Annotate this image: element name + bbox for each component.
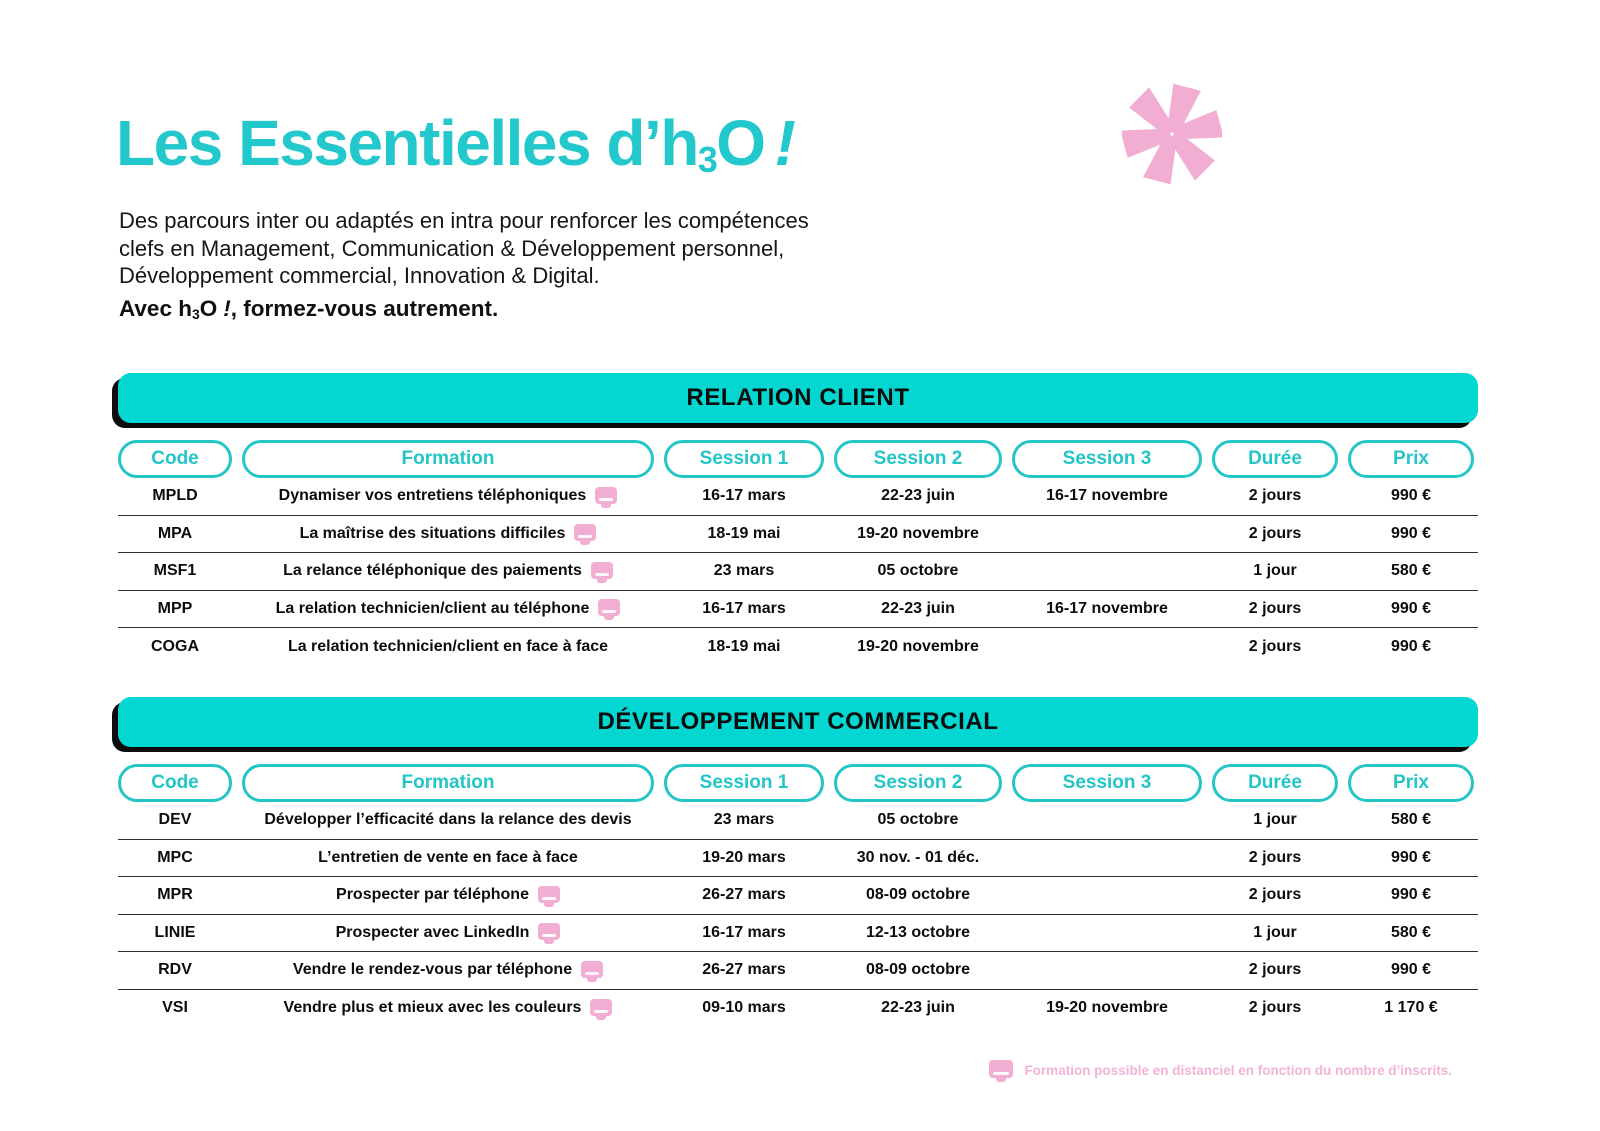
formation-cell xyxy=(242,524,654,543)
session2-cell: 22-23 juin xyxy=(881,999,955,1017)
price-cell: 990 € xyxy=(1390,487,1432,505)
price-cell: 990 € xyxy=(1390,961,1432,979)
price-cell: 990 € xyxy=(1390,524,1432,542)
duration-cell: 2 jours xyxy=(1248,599,1302,617)
remote-screen-icon xyxy=(574,524,596,541)
remote-screen-icon xyxy=(591,562,613,579)
duration-cell: 1 jour xyxy=(1253,811,1297,829)
session1-cell: 26-27 mars xyxy=(702,886,786,904)
formation-label: Prospecter par téléphone xyxy=(336,886,529,904)
table-row xyxy=(118,840,1478,878)
session3-cell: 19-20 novembre xyxy=(1046,999,1168,1017)
session2-cell: 08-09 octobre xyxy=(865,961,971,979)
section-title: RELATION CLIENT xyxy=(686,384,910,411)
table-row xyxy=(118,877,1478,915)
session1-cell: 23 mars xyxy=(713,562,775,580)
formation-label: La maîtrise des situations difficiles xyxy=(299,524,566,542)
remote-screen-icon xyxy=(538,886,560,903)
table-row xyxy=(118,990,1478,1028)
formation-cell xyxy=(242,599,654,618)
session1-cell: 18-19 mai xyxy=(707,524,781,542)
session1-cell: 16-17 mars xyxy=(702,923,786,941)
tagline-pre: Avec h xyxy=(119,296,192,321)
footnote xyxy=(989,1060,1452,1080)
formation-label: La relance téléphonique des paiements xyxy=(283,562,582,580)
session1-cell: 18-19 mai xyxy=(707,637,781,655)
footnote-text: Formation possible en distanciel en fonction du nombre d’inscrits. xyxy=(1024,1062,1452,1078)
session3-cell: 16-17 novembre xyxy=(1046,487,1168,505)
price-cell: 990 € xyxy=(1390,848,1432,866)
tagline-o: O xyxy=(199,296,218,321)
formation-cell xyxy=(242,562,654,581)
price-cell: 580 € xyxy=(1390,811,1432,829)
table-row xyxy=(118,553,1478,591)
formation-cell xyxy=(242,999,654,1018)
page-title xyxy=(116,106,794,181)
session1-cell: 16-17 mars xyxy=(702,599,786,617)
column-header-session-3: Session 3 xyxy=(1012,440,1202,478)
session2-cell: 12-13 octobre xyxy=(865,923,971,941)
formation-cell xyxy=(242,811,654,829)
table-row xyxy=(118,516,1478,554)
intro-line: clefs en Management, Communication & Développement personnel, xyxy=(119,235,785,261)
code-cell: MPA xyxy=(157,524,193,542)
session1-cell: 19-20 mars xyxy=(702,848,786,866)
session1-cell: 23 mars xyxy=(713,811,775,829)
tagline xyxy=(119,296,498,322)
intro-line: Des parcours inter ou adaptés en intra pour renforcer les compétences xyxy=(119,208,809,233)
column-header-session-3: Session 3 xyxy=(1012,764,1202,802)
formation-cell xyxy=(242,849,654,867)
duration-cell: 2 jours xyxy=(1248,524,1302,542)
duration-cell: 2 jours xyxy=(1248,999,1302,1017)
price-cell: 990 € xyxy=(1390,599,1432,617)
session2-cell: 05 octobre xyxy=(877,811,959,829)
price-cell: 580 € xyxy=(1390,562,1432,580)
duration-cell: 2 jours xyxy=(1248,637,1302,655)
session2-cell: 19-20 novembre xyxy=(857,637,979,655)
duration-cell: 2 jours xyxy=(1248,848,1302,866)
formation-label: L’entretien de vente en face à face xyxy=(318,848,578,866)
section-developpement-commercial xyxy=(118,697,1478,1027)
column-header-prix: Prix xyxy=(1348,764,1474,802)
formation-label: La relation technicien/client en face à face xyxy=(287,637,609,655)
session2-cell: 08-09 octobre xyxy=(865,886,971,904)
session1-cell: 26-27 mars xyxy=(702,961,786,979)
code-cell: MPLD xyxy=(152,487,198,505)
section-banner xyxy=(118,697,1478,747)
duration-cell: 1 jour xyxy=(1253,923,1297,941)
intro-text xyxy=(119,207,809,290)
column-header-formation: Formation xyxy=(242,440,654,478)
column-header-prix: Prix xyxy=(1348,440,1474,478)
price-cell: 990 € xyxy=(1390,637,1432,655)
price-cell: 580 € xyxy=(1390,923,1432,941)
code-cell: RDV xyxy=(158,961,192,979)
session1-cell: 16-17 mars xyxy=(702,487,786,505)
table-row xyxy=(118,478,1478,516)
code-cell: MPC xyxy=(157,848,193,866)
session2-cell: 19-20 novembre xyxy=(857,524,979,542)
table-row xyxy=(118,802,1478,840)
code-cell: COGA xyxy=(151,637,199,655)
code-cell: MSF1 xyxy=(153,562,197,580)
session2-cell: 22-23 juin xyxy=(881,487,955,505)
column-header-duree: Durée xyxy=(1212,440,1338,478)
table-row xyxy=(118,628,1478,666)
formation-label: Vendre plus et mieux avec les couleurs xyxy=(283,999,582,1017)
remote-screen-icon xyxy=(538,923,560,940)
table-row xyxy=(118,591,1478,629)
section-banner xyxy=(118,373,1478,423)
column-headers xyxy=(118,764,1478,802)
table-body xyxy=(118,802,1478,1027)
duration-cell: 2 jours xyxy=(1248,487,1302,505)
formation-label: Développer l’efficacité dans la relance des devis xyxy=(264,811,632,829)
tagline-subscript: 3 xyxy=(191,306,200,322)
remote-screen-icon xyxy=(590,999,612,1016)
session2-cell: 30 nov. - 01 déc. xyxy=(856,848,980,866)
intro-line: Développement commercial, Innovation & Digital. xyxy=(119,263,600,288)
table-body xyxy=(118,478,1478,666)
formation-cell xyxy=(242,961,654,980)
title-main: Les Essentielles d’h xyxy=(116,107,698,179)
remote-screen-icon xyxy=(595,487,617,504)
session2-cell: 05 octobre xyxy=(877,562,959,580)
column-header-formation: Formation xyxy=(242,764,654,802)
title-o: O xyxy=(716,107,765,179)
column-header-session-1: Session 1 xyxy=(664,440,824,478)
formation-label: Vendre le rendez-vous par téléphone xyxy=(292,961,573,979)
session1-cell: 09-10 mars xyxy=(702,999,786,1017)
price-cell: 1 170 € xyxy=(1384,999,1438,1017)
session2-cell: 22-23 juin xyxy=(881,599,955,617)
section-title: DÉVELOPPEMENT COMMERCIAL xyxy=(597,708,999,735)
asterisk-logo-icon xyxy=(1122,70,1222,198)
code-cell: VSI xyxy=(162,999,188,1017)
column-header-session-2: Session 2 xyxy=(834,440,1002,478)
column-header-session-1: Session 1 xyxy=(664,764,824,802)
remote-screen-icon xyxy=(598,599,620,616)
code-cell: MPP xyxy=(157,599,193,617)
code-cell: MPR xyxy=(157,886,193,904)
title-subscript: 3 xyxy=(697,140,717,180)
formation-cell xyxy=(242,923,654,942)
remote-screen-icon xyxy=(989,1060,1013,1078)
code-cell: LINIE xyxy=(154,923,196,941)
duration-cell: 2 jours xyxy=(1248,886,1302,904)
column-header-code: Code xyxy=(118,764,232,802)
column-header-session-2: Session 2 xyxy=(834,764,1002,802)
remote-screen-icon xyxy=(581,961,603,978)
formation-cell xyxy=(242,886,654,905)
formation-cell xyxy=(242,638,654,656)
column-headers xyxy=(118,440,1478,478)
tagline-rest: , formez-vous autrement. xyxy=(230,296,499,321)
code-cell: DEV xyxy=(158,811,192,829)
section-relation-client xyxy=(118,373,1478,666)
formation-cell xyxy=(242,487,654,506)
price-cell: 990 € xyxy=(1390,886,1432,904)
duration-cell: 2 jours xyxy=(1248,961,1302,979)
formation-label: Prospecter avec LinkedIn xyxy=(335,923,530,941)
tagline-exclamation: ! xyxy=(223,296,231,321)
duration-cell: 1 jour xyxy=(1253,562,1297,580)
column-header-duree: Durée xyxy=(1212,764,1338,802)
table-row xyxy=(118,952,1478,990)
formation-label: Dynamiser vos entretiens téléphoniques xyxy=(278,487,587,505)
column-header-code: Code xyxy=(118,440,232,478)
title-exclamation: ! xyxy=(774,107,795,179)
session3-cell: 16-17 novembre xyxy=(1046,599,1168,617)
formation-label: La relation technicien/client au téléphone xyxy=(275,599,590,617)
table-row xyxy=(118,915,1478,953)
